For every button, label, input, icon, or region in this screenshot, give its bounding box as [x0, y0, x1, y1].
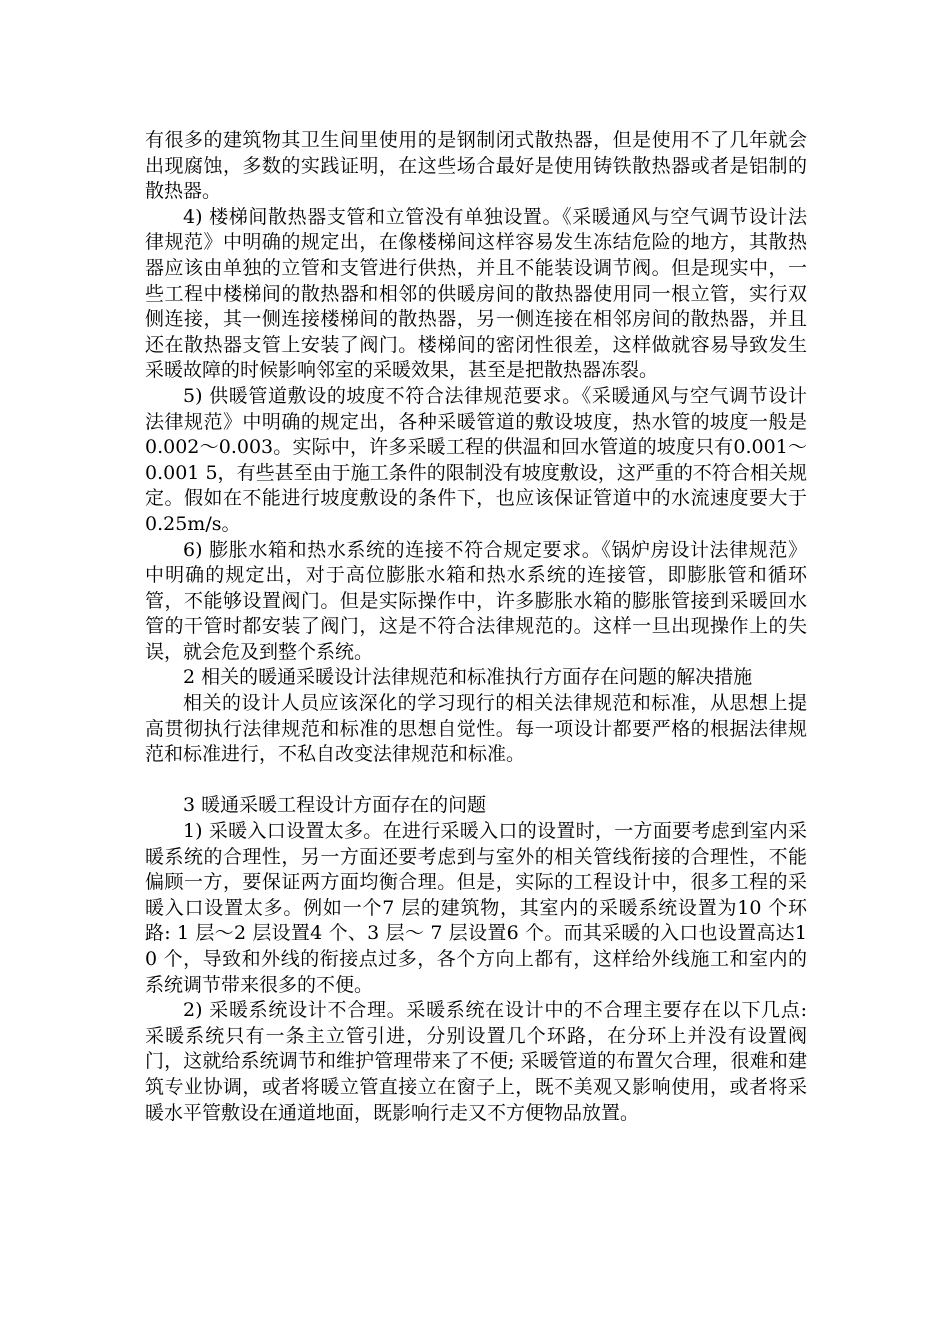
- paragraph-item-6: 6) 膨胀水箱和热水系统的连接不符合规定要求。《锅炉房设计法律规范》中明确的规定出，对于高位膨胀水箱和热水系统的连接管，即膨胀管和循环管，不能够设置阀门。但是实际操作中，许多膨胀水箱的膨胀管接到采暖回水管的干管时都安装了阀门，这是不符合法律规范的。这样一旦出现操作上的失误，就会危及到整个系统。: [145, 538, 807, 663]
- paragraph-section-2-body: 相关的设计人员应该深化的学习现行的相关法律规范和标准，从思想上提高贯彻执行法律规范和标准的思想自觉性。每一项设计都要严格的根据法律规范和标准进行，不私自改变法律规范和标准。: [145, 692, 807, 766]
- paragraph-item-4: 4) 楼梯间散热器支管和立管没有单独设置。《采暖通风与空气调节设计法律规范》中明确的规定出，在像楼梯间这样容易发生冻结危险的地方，其散热器应该由单独的立管和支管进行供热，并且不能装设调节阀。但是现实中，一些工程中楼梯间的散热器和相邻的供暖房间的散热器使用同一根立管，实行双侧连接，其一侧连接楼梯间的散热器，另一侧连接在相邻房间的散热器，并且还在散热器支管上安装了阀门。楼梯间的密闭性很差，这样做就容易导致发生采暖故障的时候影响邻室的采暖效果，甚至是把散热器冻裂。: [145, 205, 807, 382]
- section-heading-2: 2 相关的暖通采暖设计法律规范和标准执行方面存在问题的解决措施: [183, 666, 753, 689]
- paragraph-item-5: 5) 供暖管道敷设的坡度不符合法律规范要求。《采暖通风与空气调节设计法律规范》中明确的规定出，各种采暖管道的敷设坡度，热水管的坡度一般是0.002～0.003。实际中，许多采暖工程的供温和回水管道的坡度只有0.001～0.001 5，有些甚至由于施工条件的限制没有坡度敷设，这严重的不符合相关规定。假如在不能进行坡度敷设的条件下，也应该保证管道中的水流速度要大于0.25m/s。: [145, 384, 807, 535]
- document-body: [145, 128, 807, 1126]
- paragraph-section-3-item-2: 2) 采暖系统设计不合理。采暖系统在设计中的不合理主要存在以下几点: 采暖系统只有一条主立管引进，分别设置几个环路，在分环上并没有设置阀门，这就给系统调节和维护管理带来了不便; 采暖管道的布置欠合理，很难和建筑专业协调，或者将暖立管直接立在窗子上，既不美观又影响使用，或者将采暖水平管敷设在通道地面，既影响行走又不方便物品放置。: [145, 999, 807, 1124]
- section-heading-3: 3 暖通采暖工程设计方面存在的问题: [183, 794, 487, 817]
- paragraph-continued: 有很多的建筑物其卫生间里使用的是钢制闭式散热器，但是使用不了几年就会出现腐蚀，多数的实践证明，在这些场合最好是使用铸铁散热器或者是铝制的散热器。: [145, 129, 807, 203]
- paragraph-section-3-item-1: 1) 采暖入口设置太多。在进行采暖入口的设置时，一方面要考虑到室内采暖系统的合理性，另一方面还要考虑到与室外的相关管线衔接的合理性，不能偏顾一方，要保证两方面均衡合理。但是，实际的工程设计中，很多工程的采暖入口设置太多。例如一个7 层的建筑物，其室内的采暖系统设置为10 个环路: 1 层～2 层设置4 个、3 层～ 7 层设置6 个。而其采暖的入口也设置高达10 个，导致和外线的衔接点过多，各个方向上都有，这样给外线施工和室内的系统调节带来很多的不便。: [145, 820, 807, 996]
- paragraph-spacer: [145, 768, 807, 794]
